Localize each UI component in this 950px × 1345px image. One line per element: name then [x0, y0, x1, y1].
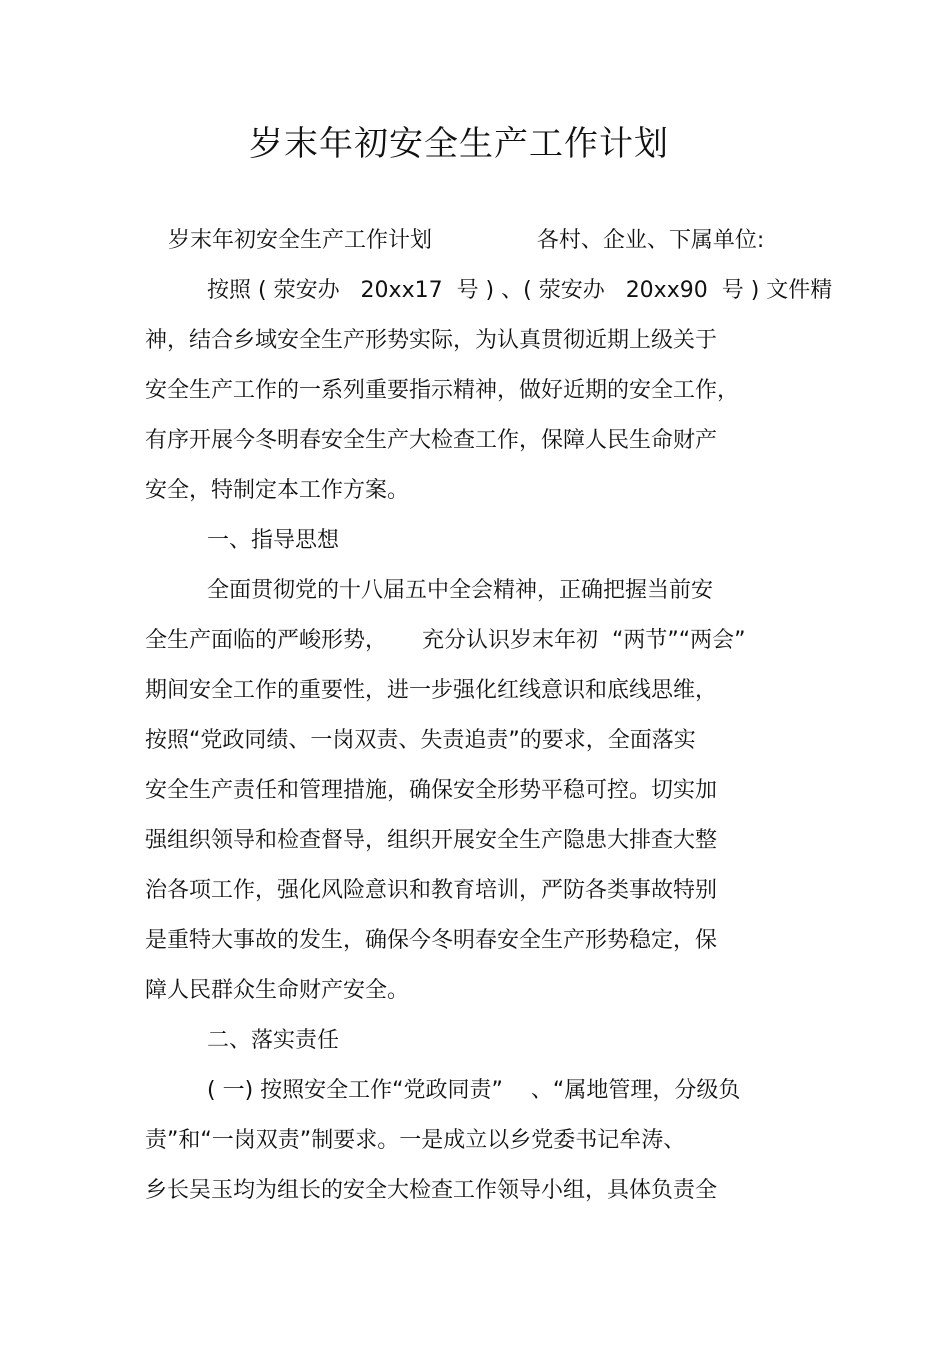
text-line: 期间安全工作的重要性，进一步强化红线意识和底线思维， — [145, 678, 718, 703]
text-line: 岁末年初安全生产工作计划 各村、企业、下属单位: — [168, 228, 765, 253]
text-line: 按照 ( 荥安办 20xx17 号 ) 、( 荥安办 20xx90 号 ) 文件精 — [207, 278, 833, 303]
text-line: 全生产面临的严峻形势， 充分认识岁末年初 “两节”“两会” — [145, 628, 746, 653]
text-line: 有序开展今冬明春安全生产大检查工作，保障人民生命财产 — [145, 428, 718, 453]
text-line: 神，结合乡域安全生产形势实际，为认真贯彻近期上级关于 — [145, 328, 718, 353]
text-line: 安全生产责任和管理措施，确保安全形势平稳可控。切实加 — [145, 778, 718, 803]
text-line: 是重特大事故的发生，确保今冬明春安全生产形势稳定，保 — [145, 928, 718, 953]
text-line: 责”和“一岗双责”制要求。一是成立以乡党委书记牟涛、 — [145, 1128, 686, 1153]
text-line: 安全生产工作的一系列重要指示精神，做好近期的安全工作， — [145, 378, 740, 403]
text-line: 障人民群众生命财产安全。 — [145, 978, 410, 1003]
text-line: 乡长吴玉均为组长的安全大检查工作领导小组，具体负责全 — [145, 1178, 718, 1203]
text-line: ( 一) 按照安全工作“党政同责” 、“属地管理，分级负 — [207, 1078, 741, 1103]
section-heading: 二、落实责任 — [207, 1028, 340, 1053]
text-line: 按照“党政同绩、一岗双责、失责追责”的要求，全面落实 — [145, 728, 696, 753]
text-line: 全面贯彻党的十八届五中全会精神，正确把握当前安 — [207, 578, 714, 603]
text-line: 治各项工作，强化风险意识和教育培训，严防各类事故特别 — [145, 878, 718, 903]
text-line: 强组织领导和检查督导，组织开展安全生产隐患大排查大整 — [145, 828, 718, 853]
document-title: 岁末年初安全生产工作计划 — [249, 124, 669, 164]
section-heading: 一、指导思想 — [207, 528, 340, 553]
text-line: 安全，特制定本工作方案。 — [145, 478, 410, 503]
